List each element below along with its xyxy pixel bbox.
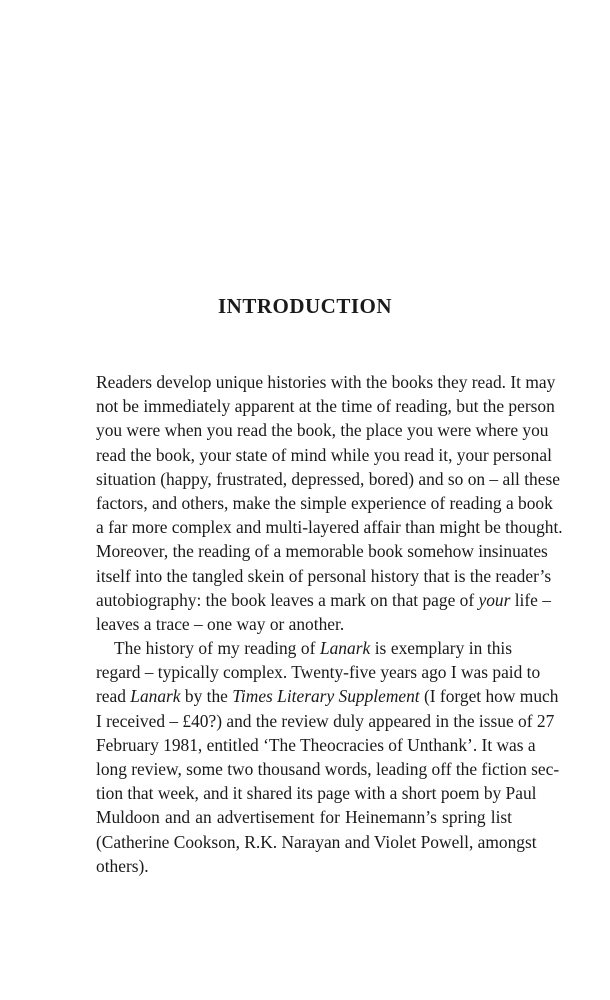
text-line: Readers develop unique histories with the books they read. It may xyxy=(96,372,556,392)
chapter-title: INTRODUCTION xyxy=(217,294,393,318)
text-line: tion that week, and it shared its page with a short poem by Paul xyxy=(96,783,537,804)
italic-text: Lanark xyxy=(130,686,181,707)
text-line: itself into the tangled skein of personal history that is the reader’s xyxy=(96,565,552,586)
text-line: leaves a trace – one way or another. xyxy=(96,613,345,634)
text-line: February 1981, entitled ‘The Theocracies of Unthank’. It was a xyxy=(96,734,536,755)
text-line: you were when you read the book, the place you were where you xyxy=(96,420,549,441)
text-line: The history of my reading of Lanark is exemplary in this xyxy=(114,638,512,659)
text-line: read the book, your state of mind while you read it, your personal xyxy=(96,444,552,465)
text-line: I received – £40?) and the review duly appeared in the issue of 27 xyxy=(96,710,555,731)
text-line: regard – typically complex. Twenty-five years ago I was paid to xyxy=(96,662,541,683)
italic-text: Lanark xyxy=(319,638,371,659)
text-line: read Lanark by the Times Literary Supplement (I forget how much xyxy=(96,686,559,707)
body-text xyxy=(96,370,563,878)
text-line: autobiography: the book leaves a mark on that page of your life – xyxy=(96,589,551,610)
text-line: situation (happy, frustrated, depressed, bored) and so on – all these xyxy=(96,468,560,489)
text-line: Moreover, the reading of a memorable book somehow insinuates xyxy=(96,541,548,562)
paragraph-2 xyxy=(96,636,560,878)
text-line: long review, some two thousand words, leading off the fiction sec- xyxy=(96,759,560,779)
text-line: Muldoon and an advertisement for Heinemann’s spring list xyxy=(96,807,512,828)
text-line: not be immediately apparent at the time of reading, but the person xyxy=(96,396,555,417)
paragraph-1 xyxy=(96,370,563,636)
text-line: a far more complex and multi-layered affair than might be thought. xyxy=(96,517,563,538)
text-line: factors, and others, make the simple experience of reading a book xyxy=(96,492,553,513)
italic-text: Times Literary Supplement xyxy=(232,686,420,707)
text-line: others). xyxy=(96,855,149,876)
italic-text: your xyxy=(478,589,511,610)
text-line: (Catherine Cookson, R.K. Narayan and Violet Powell, amongst xyxy=(96,831,537,852)
